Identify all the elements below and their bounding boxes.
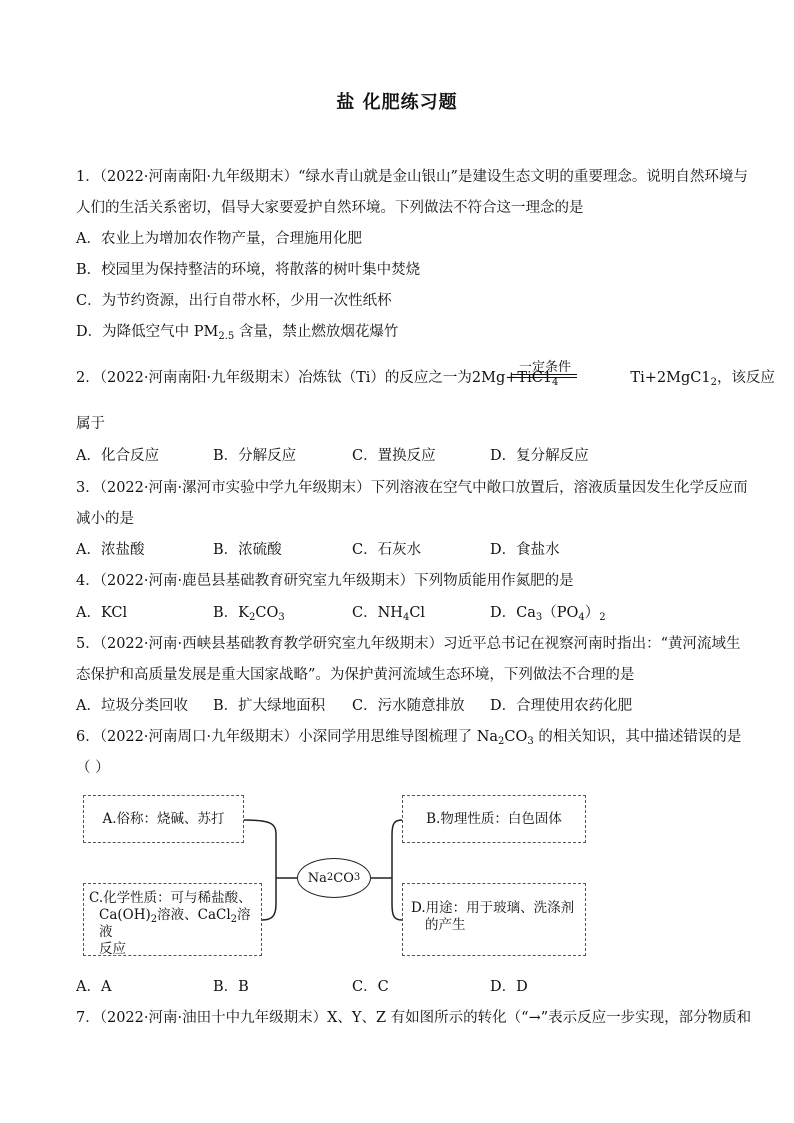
q6-option-d[interactable]: D．D	[490, 979, 528, 995]
q6-option-c[interactable]: C．C	[352, 979, 389, 995]
q6-box-c	[83, 883, 262, 956]
q4-option-b-post: CO	[255, 605, 279, 621]
q3-option-b[interactable]: B．浓硫酸	[213, 542, 282, 558]
q2-option-c[interactable]: C．置换反应	[352, 448, 436, 464]
q4-stem-line1: 4．（2022·河南·鹿邑县基础教育研究室九年级期末）下列物质能用作氮肥的是	[76, 573, 574, 589]
page-title: 盐 化肥练习题	[336, 92, 458, 113]
q4-option-d-post2: ）	[584, 605, 600, 621]
q4-option-a[interactable]: A．KCl	[76, 605, 128, 621]
q2-stem-pre: 2．（2022·河南南阳·九年级期末）冶炼钛（Ti）的反应之一为	[76, 370, 472, 386]
q6-box-a	[83, 795, 244, 843]
q3-option-d[interactable]: D．食盐水	[490, 542, 560, 558]
q2-equation-rhs-sub: 2	[710, 377, 717, 388]
q1-option-d-sub: 2.5	[218, 331, 235, 342]
q5-option-a[interactable]: A．垃圾分类回收	[76, 698, 188, 714]
q2-equation-lhs-sub: 4	[552, 377, 559, 388]
q4-option-d-pre: D．Ca	[490, 605, 536, 621]
q3-option-c[interactable]: C．石灰水	[352, 542, 422, 558]
q6-box-b	[402, 795, 586, 843]
q1-stem-line1: 1．（2022·河南南阳·九年级期末）“绿水青山就是金山银山”是建设生态文明的重要理念。说明自然环境与	[76, 169, 748, 185]
q1-option-a[interactable]: A．农业上为增加农作物产量，合理施用化肥	[76, 231, 362, 247]
q4-option-b-pre: B．K	[213, 605, 249, 621]
q6-box-a-text: A.俗称：烧碱、苏打	[102, 810, 225, 827]
q5-stem-line1: 5．（2022·河南·西峡县基础教育教学研究室九年级期末）习近平总书记在视察河南时指出：“黄河流域生	[76, 636, 741, 652]
q2-reaction-condition: 一定条件	[519, 360, 572, 375]
q6-box-c-line3: 反应	[99, 941, 126, 957]
q4-option-d-sub3: 2	[599, 612, 606, 623]
q1-option-d-pre: D．为降低空气中 PM	[76, 324, 219, 340]
q4-option-d-post: （PO	[542, 605, 579, 621]
q4-option-c-sub: 4	[402, 612, 410, 623]
q4-option-b-sub2: 3	[278, 612, 285, 623]
q5-option-b[interactable]: B．扩大绿地面积	[213, 698, 326, 714]
q6-box-c-line2-sub: 2	[150, 914, 158, 925]
q1-option-b[interactable]: B．校园里为保持整洁的环境，将散落的树叶集中焚烧	[76, 262, 421, 278]
q3-stem-line2: 减小的是	[76, 511, 134, 527]
q6-box-c-line2-mid: 溶液、CaCl	[157, 907, 231, 923]
q2-option-b[interactable]: B．分解反应	[213, 448, 297, 464]
q2-option-a[interactable]: A．化合反应	[76, 448, 159, 464]
q1-stem-line2: 人们的生活关系密切，倡导大家要爱护自然环境。下列做法不符合这一理念的是	[76, 200, 584, 216]
q2-equation-lhs: 2Mg+TiC1	[471, 370, 553, 386]
q5-option-c[interactable]: C．污水随意排放	[352, 698, 465, 714]
q1-option-d-post: 含量，禁止燃放烟花爆竹	[234, 324, 399, 340]
q4-option-c-post: Cl	[409, 605, 426, 621]
q6-box-d-line1: D.用途：用于玻璃、洗涤剂	[411, 900, 575, 916]
q2-stem-line2: 属于	[76, 416, 105, 432]
q6-stem-post: 的相关知识，其中描述错误的是	[533, 729, 742, 745]
q6-box-b-text: B.物理性质：白色固体	[426, 810, 562, 827]
q6-stem-line2: （ ）	[76, 760, 110, 776]
q5-option-d[interactable]: D．合理使用农药化肥	[490, 698, 633, 714]
q6-option-b[interactable]: B．B	[213, 979, 249, 995]
q3-option-a[interactable]: A．浓盐酸	[76, 542, 145, 558]
q7-stem-line1: 7．（2022·河南·油田十中九年级期末）X、Y、Z 有如图所示的转化（“→”表示反应一步实现，部分物质和	[76, 1010, 752, 1026]
q6-option-a[interactable]: A．A	[76, 979, 112, 995]
q3-stem-line1: 3．（2022·河南·漯河市实验中学九年级期末）下列溶液在空气中敞口放置后，溶液质量因发生化学反应而	[76, 480, 748, 496]
q2-equation-rhs: Ti+2MgC1	[630, 370, 711, 386]
q6-box-c-line2-post: 溶液	[99, 907, 251, 940]
q6-right-bracket	[392, 820, 402, 920]
q2-stem-post: ，该反应	[716, 370, 775, 386]
q4-option-d-sub2: 4	[578, 612, 585, 623]
q6-stem-sub2: 3	[527, 736, 534, 747]
q6-box-d	[402, 883, 586, 956]
q6-center-pre: Na	[307, 870, 327, 886]
q1-option-c[interactable]: C．为节约资源，出行自带水杯，少用一次性纸杯	[76, 293, 392, 309]
q6-stem-sub: 2	[498, 736, 505, 747]
q6-box-d-line2: 的产生	[425, 917, 466, 933]
q6-stem-pre: 6．（2022·河南周口·九年级期末）小深同学用思维导图梳理了 Na	[76, 729, 499, 745]
q4-option-b-sub: 2	[249, 612, 256, 623]
q2-option-d[interactable]: D．复分解反应	[490, 448, 589, 464]
q6-center-mid: CO	[333, 870, 354, 886]
q6-box-c-line2-pre: Ca(OH)	[99, 907, 151, 923]
q4-option-c-pre: C．NH	[352, 605, 403, 621]
q6-box-c-line2	[89, 907, 256, 941]
q5-stem-line2: 态保护和高质量发展是重大国家战略”。为保护黄河流域生态环境，下列做法不合理的是	[76, 667, 635, 683]
q6-stem-mid: CO	[504, 729, 528, 745]
q6-box-c-line2-sub2: 2	[230, 914, 238, 925]
q6-box-c-line1: C.化学性质：可与稀盐酸、	[89, 890, 252, 906]
q6-center-node: Na 2 CO 3	[297, 858, 371, 898]
q4-option-d-sub: 3	[535, 612, 543, 623]
